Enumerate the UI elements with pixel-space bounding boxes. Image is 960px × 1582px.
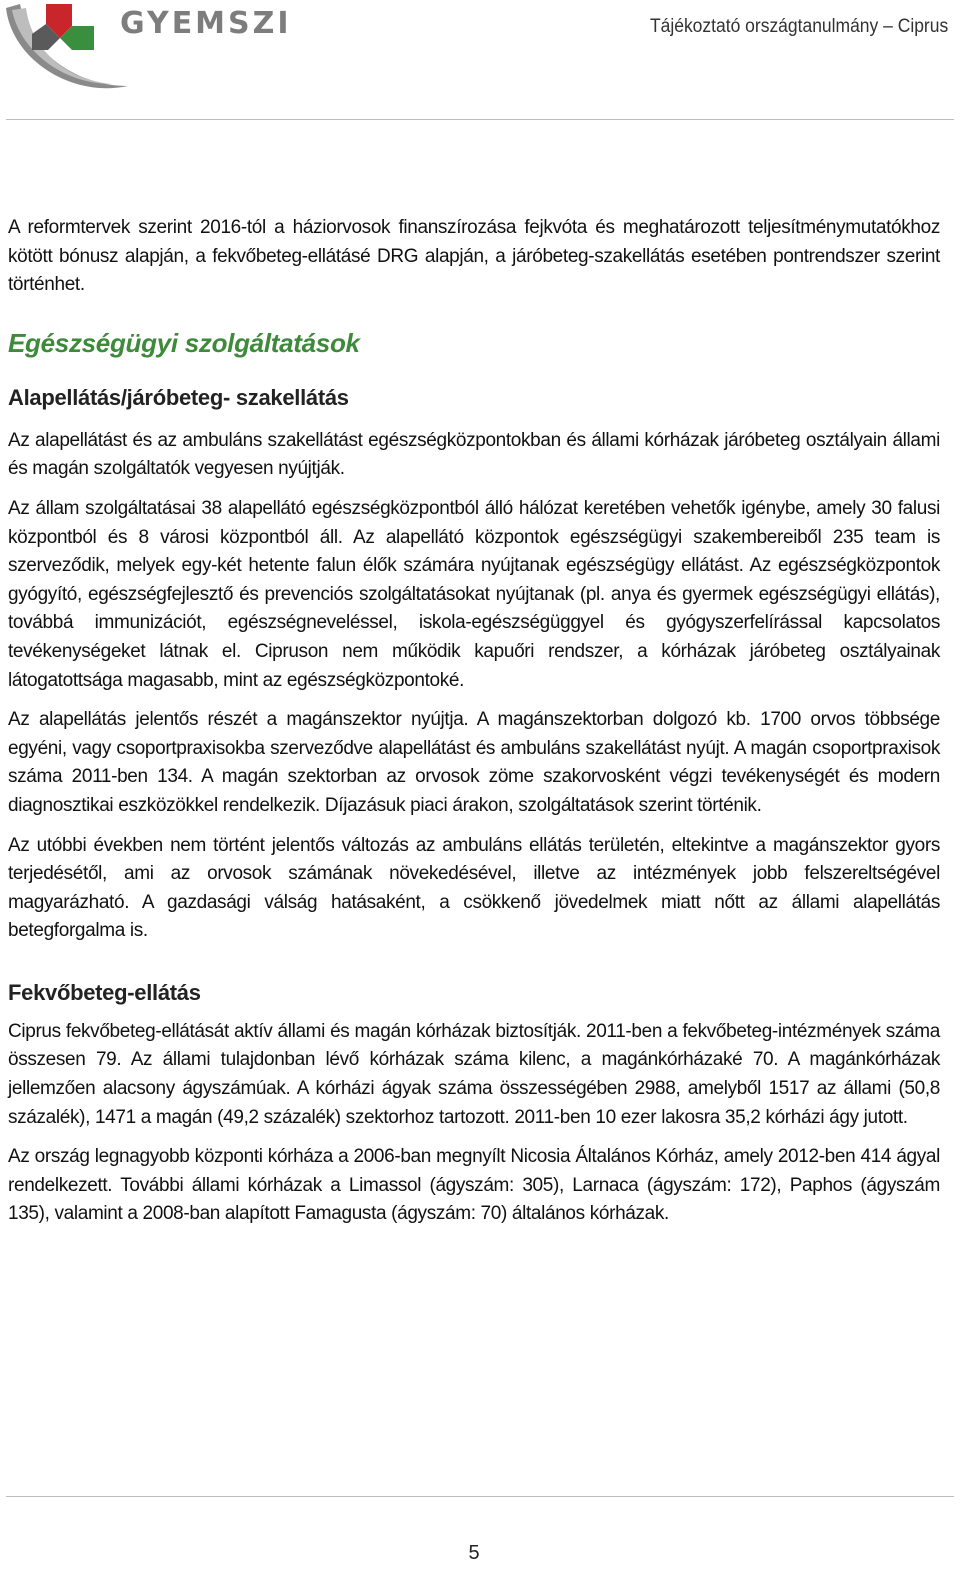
paragraph: Ciprus fekvőbeteg-ellátását aktív állami és magán kórházak biztosítják. 2011-ben a fekvőbeteg-intézmények száma összesen 79. Az állami tulajdonban lévő kórházak száma kilenc, a magánkórházaké 70. A magánkórházak jellemzően alacsony ágyszámúak. A kórházi ágyak száma összességében 2988, amelyből 1517 az állami (50,8 százalék), 1471 a magán (49,2 százalék) szektorhoz tartozott. 2011-ben 10 ezer lakosra 35,2 kórházi ágy jutott. bbox=[8, 1020, 940, 1128]
paragraph: Az utóbbi években nem történt jelentős változás az ambuláns ellátás területén, eltekintve a magánszektor gyors terjedésétől, ami az orvosok számának növekedésével, illetve az intézmények jobb felszereltségével magyarázható. A gazdasági válság hatásaként, a csökkenő jövedelmek miatt nőtt az állami alapellátás betegforgalma is. bbox=[8, 834, 940, 942]
header-divider bbox=[6, 119, 954, 120]
gyemszi-logo bbox=[2, 0, 302, 100]
subsection-title-inpatient-care: Fekvőbeteg-ellátás bbox=[8, 979, 201, 1005]
paragraph: Az alapellátást és az ambuláns szakellátást egészségközpontokban és állami kórházak járóbeteg osztályain állami és magán szolgáltatók vegyesen nyújtják. bbox=[8, 429, 940, 480]
logo-swoosh-icon bbox=[2, 0, 132, 100]
intro-paragraph: A reformtervek szerint 2016-tól a háziorvosok finanszírozása fejkvóta és meghatározott teljesítménymutatókhoz kötött bónusz alapján, a fekvőbeteg-ellátásé DRG alapján, a járóbeteg-szakellátás esetében pontrendszer szerint történhet. bbox=[8, 217, 940, 296]
page-number: 5 bbox=[468, 1542, 480, 1564]
subsection-title-primary-care: Alapellátás/járóbeteg- szakellátás bbox=[8, 384, 349, 410]
logo-text: GYEMSZI bbox=[120, 6, 292, 41]
header-title: Tájékoztató országtanulmány – Ciprus bbox=[649, 16, 948, 37]
paragraph: Az ország legnagyobb központi kórháza a 2006-ban megnyílt Nicosia Általános Kórház, amely 2012-ben 414 ágyal rendelkezett. További állami kórházak a Limassol (ágyszám: 305), Larnaca (ágyszám: 172), Paphos (ágyszám 135), valamint a 2008-ban alapított Famagusta (ágyszám: 70) általános kórházak. bbox=[8, 1146, 940, 1225]
document-body bbox=[8, 214, 940, 1240]
page-header bbox=[0, 0, 960, 122]
paragraph: Az alapellátás jelentős részét a magánszektor nyújtja. A magánszektorban dolgozó kb. 1700 orvos többsége egyéni, vagy csoportpraxisokba szerveződve alapellátást és ambuláns szakellátást nyújt. A magán csoportpraxisok száma 2011-ben 134. A magán szektorban az orvosok zöme szakorvosként végzi tevékenységét és modern diagnosztikai eszközökkel rendelkezik. Díjazásuk piaci árakon, szolgáltatások szerint történik. bbox=[8, 709, 940, 816]
paragraph: Az állam szolgáltatásai 38 alapellátó egészségközpontból álló hálózat keretében vehetők igénybe, amely 30 falusi központból és 8 városi központból áll. Az alapellátó központok egészségügyi szakembereiből 235 team is szerveződik, melyek egy-két hetente falun élők számára nyújtanak egészségügy ellátást. Az egészségközpontok gyógyító, egészségfejlesztő és prevenciós szolgáltatásokat nyújtanak (pl. anya és gyermek egészségügyi ellátás), továbbá immunizációt, egészségneveléssel, iskola-egészségüggyel és gyógyszerfelírással kapcsolatos tevékenységeket látnak el. Cipruson nem működik kapuőri rendszer, a kórházak járóbeteg osztályainak látogatottsága magasabb, mint az egészségközpontoké. bbox=[8, 497, 940, 691]
footer-divider bbox=[6, 1496, 954, 1497]
section-title: Egészségügyi szolgáltatások bbox=[8, 327, 360, 358]
